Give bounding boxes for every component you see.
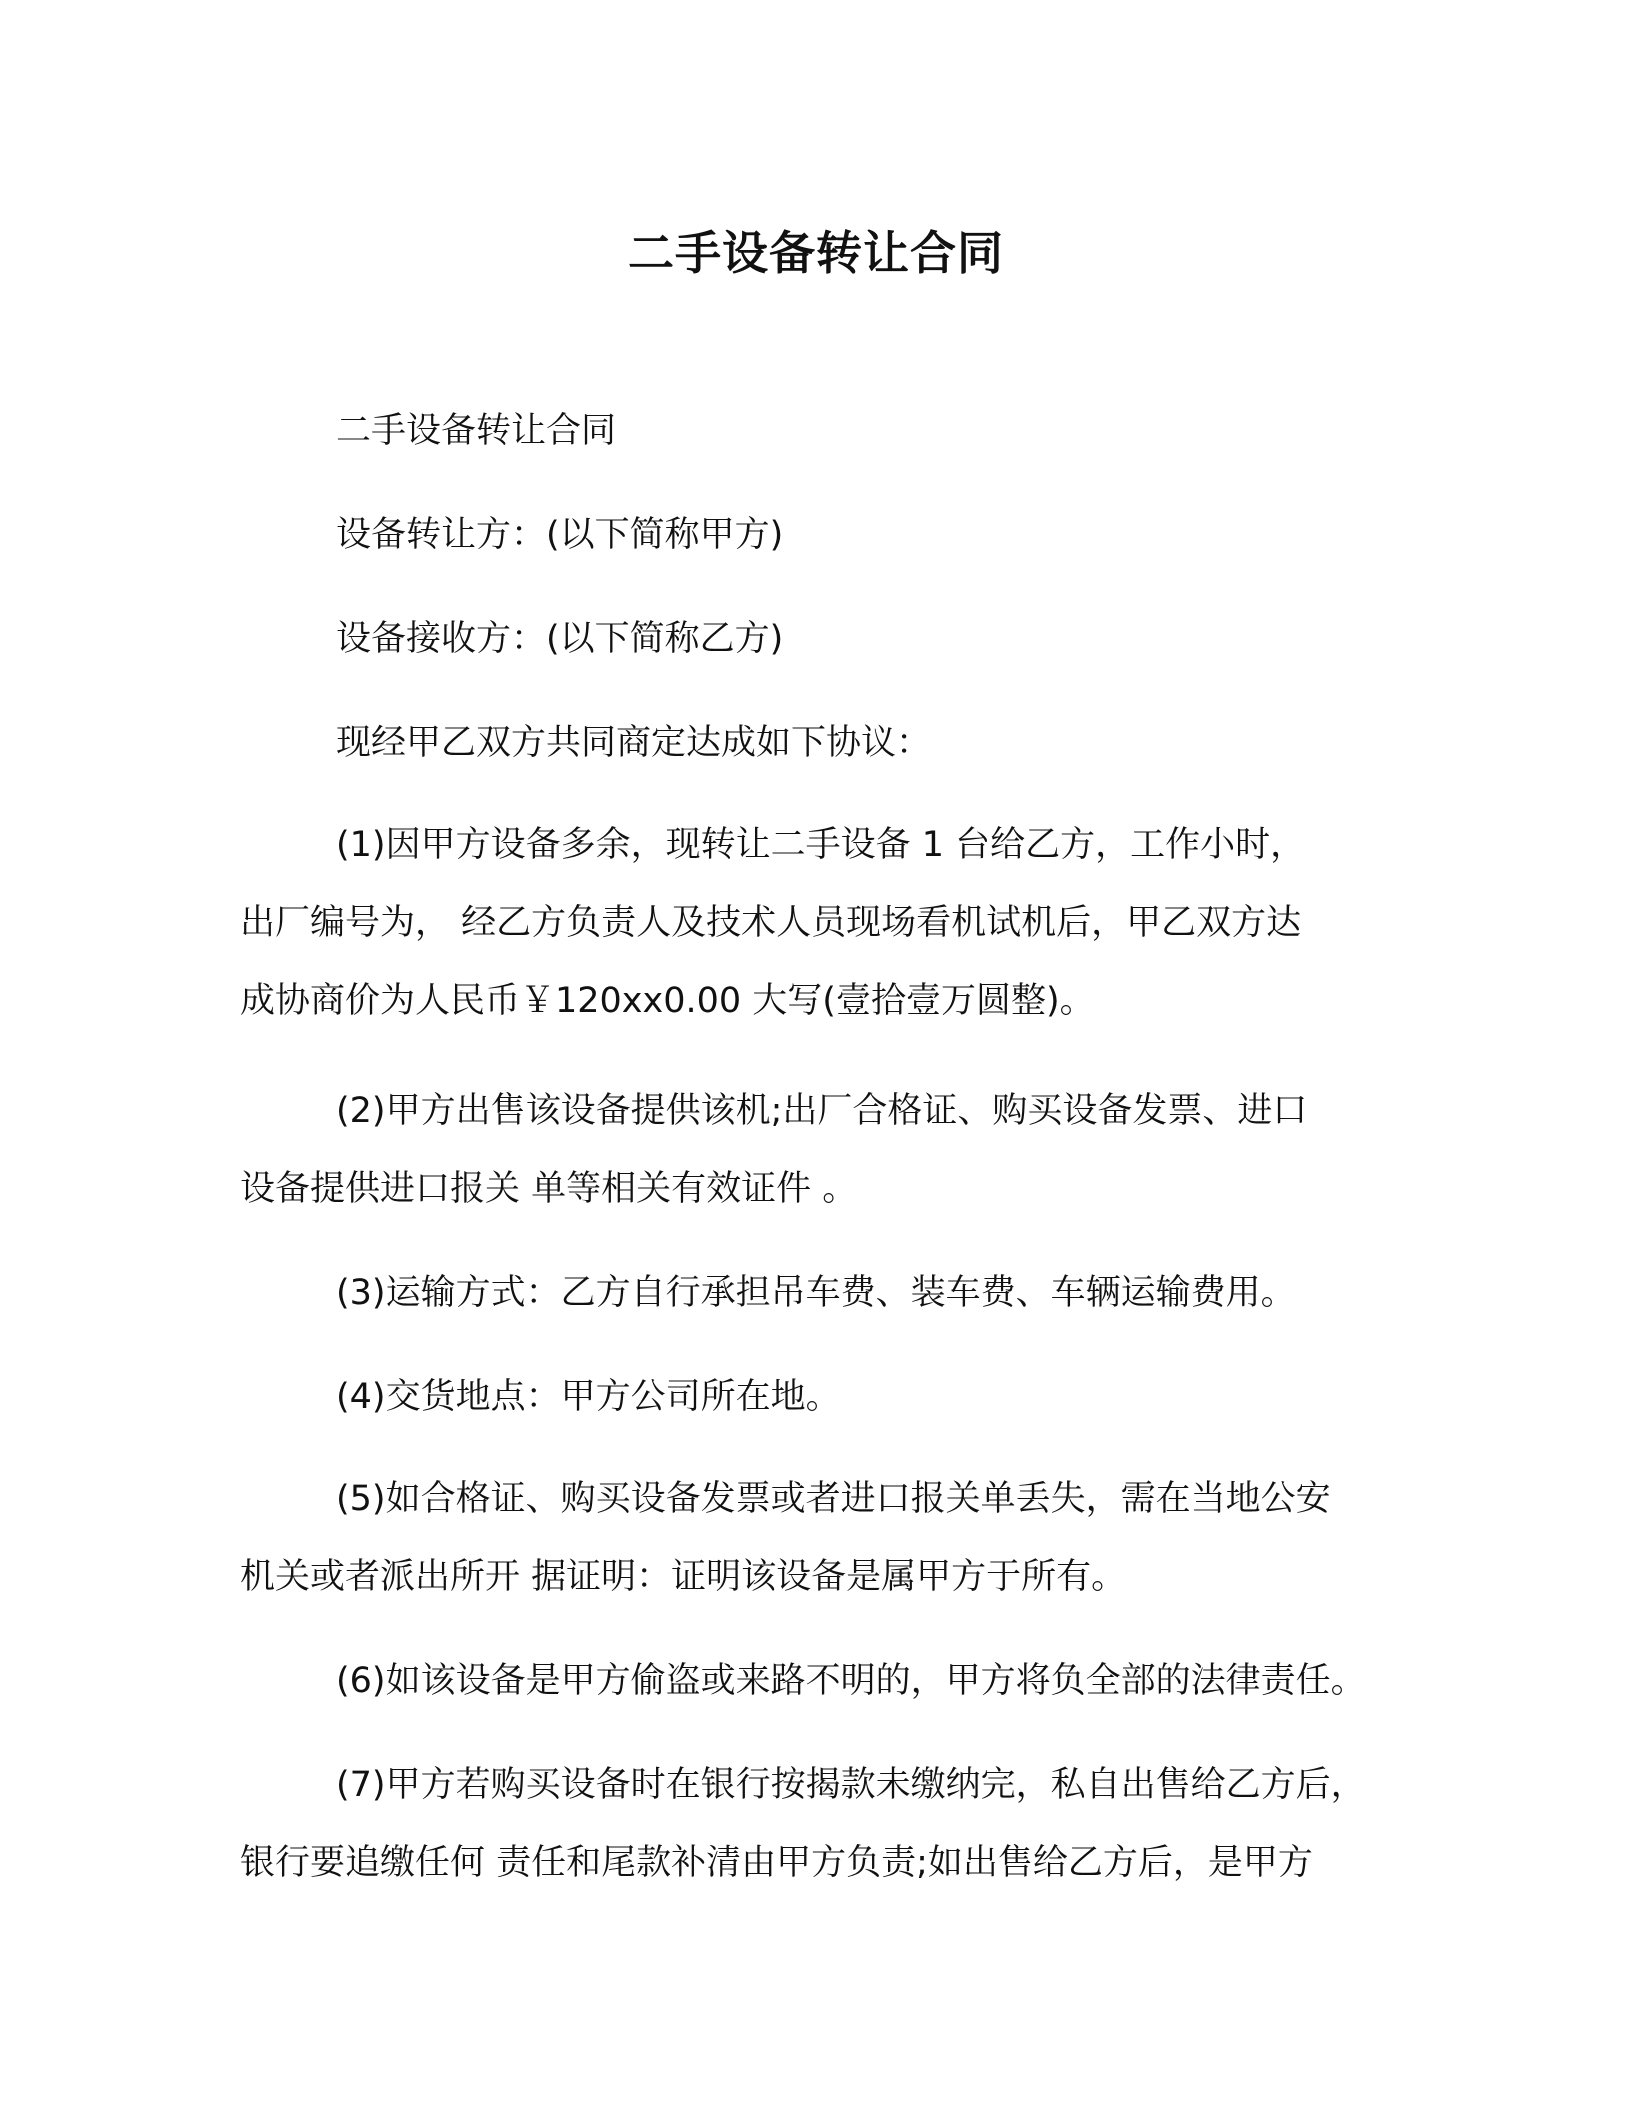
subtitle-block	[240, 392, 1420, 470]
intro: 现经甲乙双方共同商定达成如下协议：	[336, 723, 932, 763]
subtitle: 二手设备转让合同	[336, 411, 617, 451]
clause-2-line: (2)甲方出售该设备提供该机;出厂合格证、购买设备发票、进口	[336, 1091, 1308, 1131]
clause-7-line: (7)甲方若购买设备时在银行按揭款未缴纳完，私自出售给乙方后，	[336, 1765, 1366, 1805]
clause-5	[240, 1460, 1420, 1616]
clause-2-line: 设备提供进口报关 单等相关有效证件 。	[240, 1169, 858, 1209]
clause-1-line: 成协商价为人民币￥120xx0.00 大写(壹拾壹万圆整)。	[240, 981, 1095, 1021]
party-b-block	[240, 600, 1420, 678]
clause-1	[240, 806, 1420, 1040]
clause-2	[240, 1072, 1420, 1228]
clause-6-block	[240, 1642, 1420, 1720]
party-a-block	[240, 496, 1420, 574]
document-title: 二手设备转让合同	[628, 226, 1004, 280]
party-b: 设备接收方：(以下简称乙方)	[336, 619, 784, 659]
clause-7-line: 银行要追缴任何 责任和尾款补清由甲方负责;如出售给乙方后，是甲方	[240, 1843, 1313, 1883]
clause-1-line: 出厂编号为， 经乙方负责人及技术人员现场看机试机后，甲乙双方达	[240, 903, 1302, 943]
clause-1-line: (1)因甲方设备多余，现转让二手设备 1 台给乙方，工作小时，	[336, 825, 1306, 865]
clause-6: (6)如该设备是甲方偷盗或来路不明的，甲方将负全部的法律责任。	[336, 1661, 1366, 1701]
clause-3: (3)运输方式：乙方自行承担吊车费、装车费、车辆运输费用。	[336, 1273, 1296, 1313]
party-a: 设备转让方：(以下简称甲方)	[336, 515, 784, 555]
clause-4-block	[240, 1358, 1420, 1436]
clause-3-block	[240, 1254, 1420, 1332]
clause-4: (4)交货地点：甲方公司所在地。	[336, 1377, 841, 1417]
clause-7	[240, 1746, 1420, 1902]
clause-5-line: 机关或者派出所开 据证明：证明该设备是属甲方于所有。	[240, 1557, 1127, 1597]
clause-5-line: (5)如合格证、购买设备发票或者进口报关单丢失，需在当地公安	[336, 1479, 1331, 1519]
intro-block	[240, 704, 1420, 782]
